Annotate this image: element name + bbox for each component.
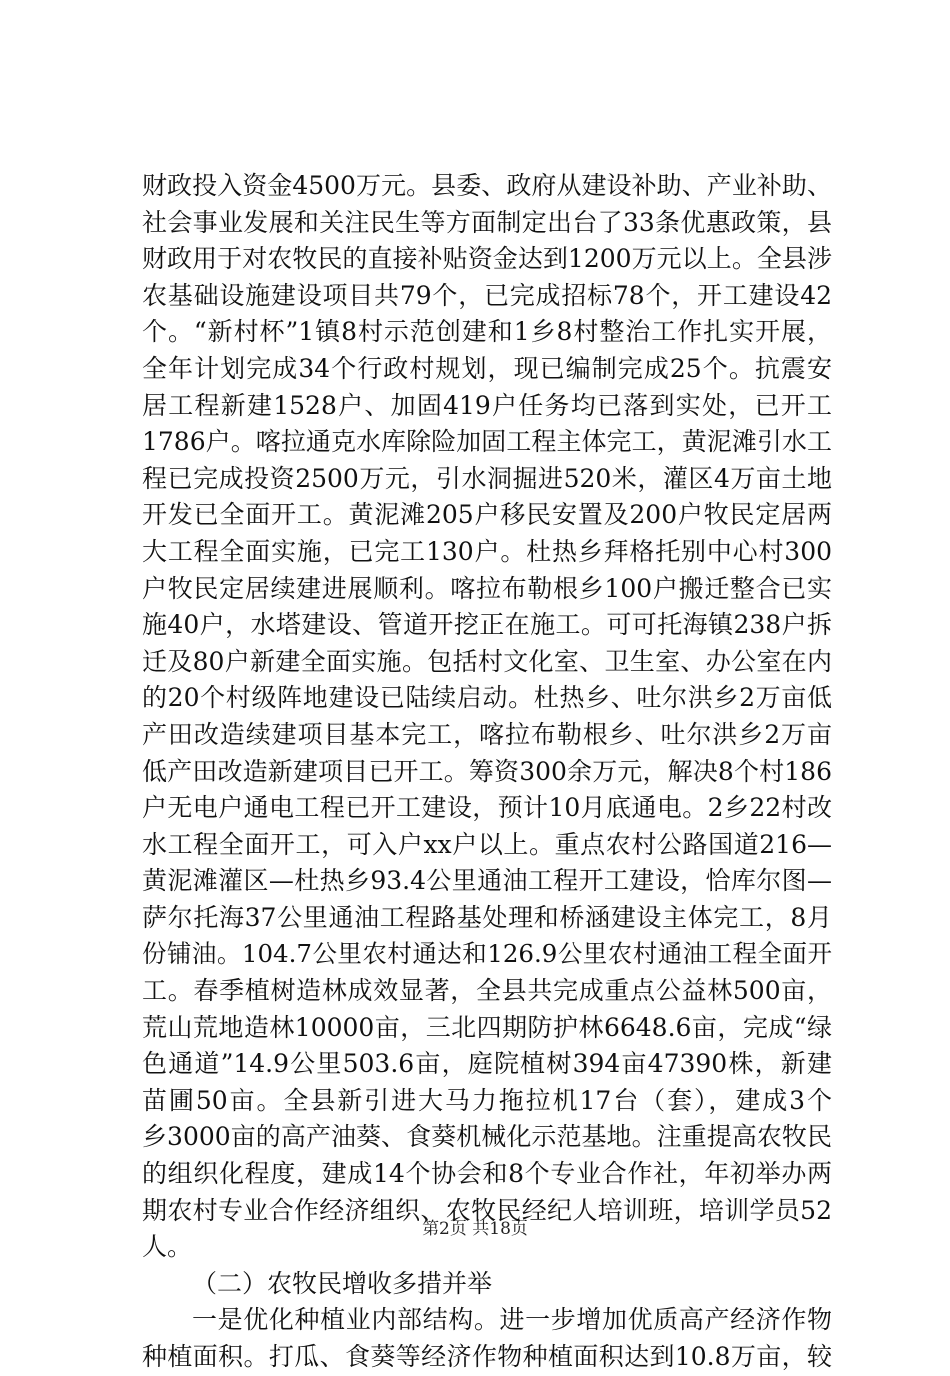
text-line: 一是优化种植业内部结构。进一步增加优质高产经济作物 [192, 1305, 832, 1335]
text-line: 1786户。喀拉通克水库除险加固工程主体完工，黄泥滩引水工 [142, 427, 832, 457]
text-line: 个。“新村杯”1镇8村示范创建和1乡8村整治工作扎实开展， [142, 317, 832, 347]
text-line: 全年计划完成34个行政村规划，现已编制完成25个。抗震安 [142, 353, 832, 383]
text-line: 施40户，水塔建设、管道开挖正在施工。可可托海镇238户拆 [142, 610, 832, 640]
text-line: 开发已全面开工。黄泥滩205户移民安置及200户牧民定居两 [142, 500, 832, 530]
text-line: 财政投入资金4500万元。县委、政府从建设补助、产业补助、 [142, 171, 832, 200]
text-line: 户牧民定居续建进展顺利。喀拉布勒根乡100户搬迁整合已实 [142, 573, 832, 603]
text-line: 的组织化程度，建成14个协会和8个专业合作社，年初举办两 [142, 1159, 832, 1189]
text-line: 人。 [142, 1232, 193, 1262]
text-line: 程已完成投资2500万元，引水洞掘进520米，灌区4万亩土地 [142, 463, 832, 493]
text-line: 大工程全面实施，已完工130户。杜热乡拜格托别中心村300 [142, 536, 832, 566]
text-line: 荒山荒地造林10000亩，三北四期防护林6648.6亩，完成“绿 [142, 1012, 832, 1042]
text-line: 黄泥滩灌区—杜热乡93.4公里通油工程开工建设，恰库尔图— [142, 866, 832, 896]
text-line: 户无电户通电工程已开工建设，预计10月底通电。2乡22村改 [142, 793, 832, 823]
text-line: 产田改造续建项目基本完工，喀拉布勒根乡、吐尔洪乡2万亩 [142, 719, 832, 749]
page-footer: 第2页 共18页 [422, 1219, 528, 1239]
text-line: 居工程新建1528户、加固419户任务均已落到实处，已开工 [142, 390, 832, 420]
text-line: 种植面积。打瓜、食葵等经济作物种植面积达到10.8万亩，较 [142, 1342, 832, 1371]
text-line: 萨尔托海37公里通油工程路基处理和桥涵建设主体完工，8月 [142, 902, 832, 932]
text-line: 工。春季植树造林成效显著，全县共完成重点公益林500亩， [142, 976, 832, 1006]
text-line: 低产田改造新建项目已开工。筹资300余万元，解决8个村186 [142, 756, 832, 786]
text-line: 苗圃50亩。全县新引进大马力拖拉机17台（套），建成3个 [142, 1085, 832, 1115]
text-line: 色通道”14.9公里503.6亩，庭院植树394亩47390株，新建 [142, 1049, 832, 1079]
body-text [142, 168, 832, 1376]
text-line: 份铺油。104.7公里农村通达和126.9公里农村通油工程全面开 [142, 939, 832, 969]
text-line: 财政用于对农牧民的直接补贴资金达到1200万元以上。全县涉 [142, 244, 832, 274]
text-line: 期农村专业合作经济组织、农牧民经纪人培训班，培训学员52 [142, 1195, 832, 1225]
text-line: 的20个村级阵地建设已陆续启动。杜热乡、吐尔洪乡2万亩低 [142, 683, 832, 713]
text-line: 社会事业发展和关注民生等方面制定出台了33条优惠政策，县 [142, 207, 832, 237]
text-line: 水工程全面开工，可入户xx户以上。重点农村公路国道216— [142, 829, 832, 859]
text-line: 农基础设施建设项目共79个，已完成招标78个，开工建设42 [142, 280, 832, 310]
section-heading: （二）农牧民增收多措并举 [192, 1268, 493, 1298]
text-line: 迁及80户新建全面实施。包括村文化室、卫生室、办公室在内 [142, 646, 832, 676]
text-line: 乡3000亩的高产油葵、食葵机械化示范基地。注重提高农牧民 [142, 1122, 832, 1152]
